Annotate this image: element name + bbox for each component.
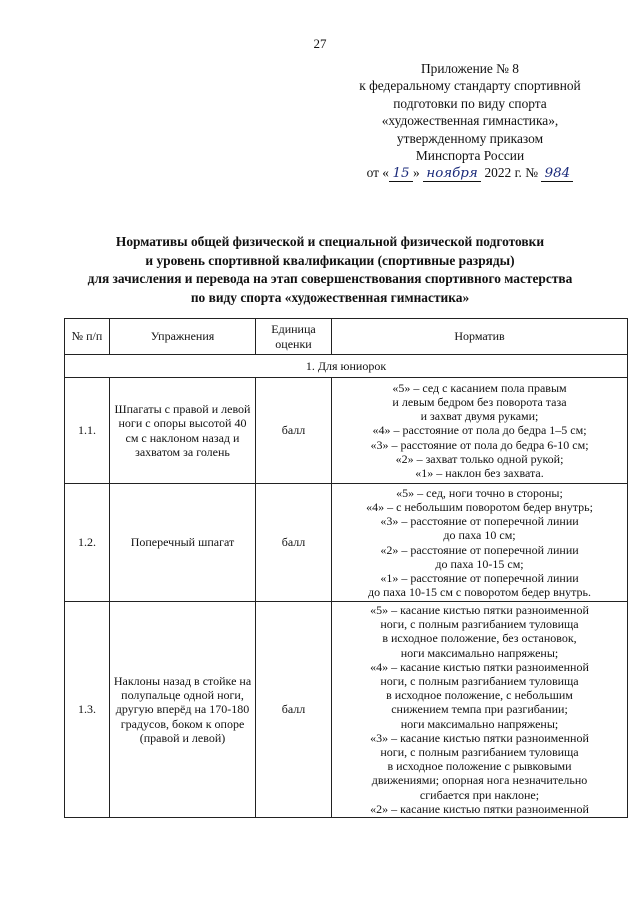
header-unit: Единица оценки	[256, 319, 332, 355]
norm-line: «4» – касание кистью пятки разноименной	[370, 659, 589, 674]
row-exercise: Поперечный шпагат	[110, 484, 256, 602]
appendix-line: утвержденному приказом	[396, 130, 544, 146]
norm-line: «4» – расстояние от пола до бедра 1–5 см;	[372, 423, 587, 438]
row-exercise: Шпагаты с правой и левой ноги с опоры высотой 40 см с наклоном назад и захватом за голень	[110, 378, 256, 484]
table-row	[65, 484, 628, 602]
norm-line: сгибается при наклоне;	[419, 787, 540, 802]
title-line: по виду спорта «художественная гимнастика»	[190, 289, 470, 305]
table-header-row	[65, 319, 628, 355]
row-unit: балл	[256, 378, 332, 484]
norm-line: ноги, с полным разгибанием туловища	[380, 674, 579, 689]
table-row	[65, 602, 628, 818]
norm-line: в исходное положение, с небольшим	[386, 688, 573, 703]
row-num: 1.1.	[65, 378, 110, 484]
norm-line: «2» – касание кистью пятки разноименной	[370, 801, 589, 816]
norm-line: ноги максимально напряжены;	[400, 645, 559, 660]
row-num: 1.2.	[65, 484, 110, 602]
date-suffix: 2022 г. №	[484, 165, 539, 181]
norm-line: «3» – касание кистью пятки разноименной	[370, 730, 589, 745]
appendix-line: к федеральному стандарту спортивной	[359, 78, 581, 94]
norm-line: до паха 10 см;	[443, 528, 516, 543]
norm-line: до паха 10-15 см с поворотом бедер внутрь.	[367, 585, 592, 600]
norm-line: «1» – наклон без захвата.	[415, 466, 544, 480]
header-exercise: Упражнения	[110, 319, 256, 355]
document-title	[20, 233, 640, 307]
norm-line: в исходное положение, без остановок,	[382, 631, 577, 646]
norm-line: «5» – сед, ноги точно в стороны;	[396, 485, 563, 500]
row-exercise: Наклоны назад в стойке на полупальце одной ноги, другую вперёд на 170-180 градусов, боком к опоре (правой и левой)	[110, 602, 256, 818]
norm-line: «3» – расстояние от пола до бедра 6-10 см;	[370, 437, 589, 452]
appendix-line: Приложение № 8	[420, 61, 520, 76]
norm-line: «3» – расстояние от поперечной линии	[380, 514, 579, 529]
title-line: для зачисления и перевода на этап совершенствования спортивного мастерства	[87, 271, 573, 286]
handwritten-day: 15	[389, 166, 413, 182]
norm-line: «4» – с небольшим поворотом бедер внутрь;	[366, 499, 593, 514]
row-norm	[332, 602, 628, 818]
norm-line: и левым бедром без поворота таза	[392, 394, 567, 409]
section-title: 1. Для юниорок	[65, 355, 628, 378]
norm-line: ноги максимально напряжены;	[400, 716, 559, 731]
section-row	[65, 355, 628, 378]
row-num: 1.3.	[65, 602, 110, 818]
appendix-line: подготовки по виду спорта	[393, 95, 547, 111]
norm-line: и захват двумя руками;	[420, 409, 539, 424]
norm-line: ноги, с полным разгибанием туловища	[380, 617, 579, 632]
header-norm: Норматив	[332, 319, 628, 355]
row-unit: балл	[256, 484, 332, 602]
title-line: и уровень спортивной квалификации (спортивные разряды)	[145, 252, 515, 268]
norm-line: движениями; опорная нога незначительно	[371, 773, 588, 788]
date-mid: »	[413, 165, 420, 181]
row-norm	[332, 378, 628, 484]
title-line: Нормативы общей физической и специальной физической подготовки	[115, 234, 545, 249]
norm-line: «2» – захват только одной рукой;	[395, 451, 564, 466]
norm-line: «1» – расстояние от поперечной линии	[380, 570, 579, 585]
norm-line: «5» – сед с касанием пола правым	[392, 380, 567, 395]
handwritten-month: ноября	[423, 166, 481, 182]
norm-line: до паха 10-15 см;	[435, 556, 524, 571]
row-unit: балл	[256, 602, 332, 818]
appendix-line: «художественная гимнастика»,	[381, 113, 559, 129]
norm-line: «5» – касание кистью пятки разноименной	[370, 603, 589, 617]
appendix-header	[300, 60, 640, 182]
norm-line: в исходное положение с рывковыми	[387, 759, 572, 774]
header-num: № п/п	[65, 319, 110, 355]
norm-line: «2» – расстояние от поперечной линии	[380, 542, 579, 557]
appendix-line: Минспорта России	[415, 148, 525, 164]
page-number: 27	[313, 36, 327, 51]
norms-table	[64, 318, 628, 818]
date-prefix: от «	[366, 165, 390, 181]
handwritten-order-number: 984	[541, 166, 573, 182]
table-row	[65, 378, 628, 484]
order-date-line	[300, 164, 640, 182]
row-norm	[332, 484, 628, 602]
norm-line: ноги, с полным разгибанием туловища	[380, 745, 579, 760]
norm-line: снижением темпа при разгибании;	[391, 702, 568, 717]
